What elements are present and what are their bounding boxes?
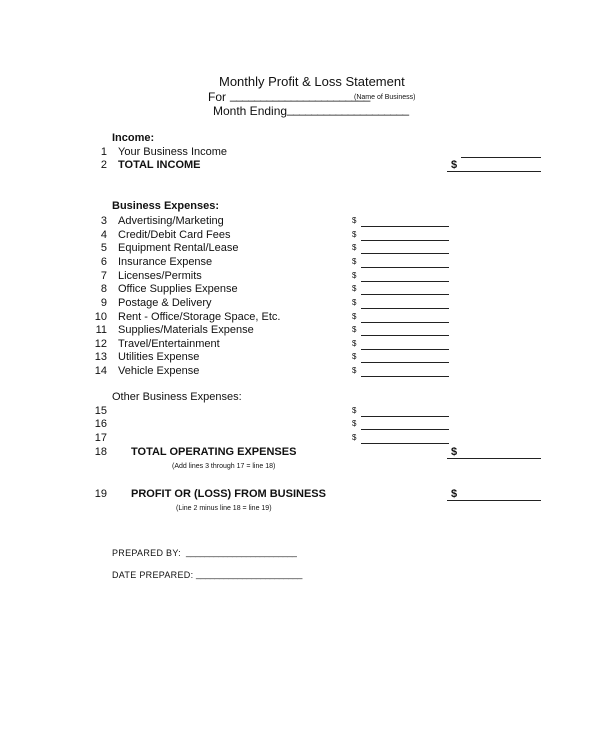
amount-field-advertising[interactable] (361, 226, 449, 227)
amount-field-rent[interactable] (361, 322, 449, 323)
dollar-sign: $ (352, 339, 357, 348)
line-number: 17 (94, 432, 107, 444)
dollar-sign: $ (352, 312, 357, 321)
line-label-office-supplies: Office Supplies Expense (118, 283, 238, 295)
amount-field-supplies[interactable] (361, 335, 449, 336)
dollar-sign: $ (352, 366, 357, 375)
line-number: 15 (94, 405, 107, 417)
amount-field-office-supplies[interactable] (361, 294, 449, 295)
dollar-sign: $ (352, 433, 357, 442)
dollar-sign: $ (352, 298, 357, 307)
date-prepared-label: DATE PREPARED: (112, 570, 194, 580)
dollar-sign: $ (352, 271, 357, 280)
dollar-sign: $ (451, 159, 458, 171)
dollar-sign: $ (352, 284, 357, 293)
line-label-utilities: Utilities Expense (118, 351, 200, 363)
amount-field-postage[interactable] (361, 308, 449, 309)
income-heading: Income: (112, 132, 155, 144)
profit-loss-field[interactable] (447, 500, 541, 501)
amount-field-vehicle[interactable] (361, 376, 449, 377)
prepared-by-field[interactable]: ________________________ (186, 547, 297, 557)
line-number: 19 (94, 488, 107, 500)
amount-field-card-fees[interactable] (361, 240, 449, 241)
line-label-vehicle: Vehicle Expense (118, 365, 200, 377)
line-number: 3 (100, 215, 107, 227)
amount-field-licenses[interactable] (361, 281, 449, 282)
business-expenses-heading: Business Expenses: (112, 200, 219, 212)
line-label-business-income: Your Business Income (118, 146, 228, 158)
dollar-sign: $ (352, 406, 357, 415)
amount-field-utilities[interactable] (361, 362, 449, 363)
amount-field-insurance[interactable] (361, 267, 449, 268)
month-ending-label: Month Ending (213, 104, 288, 118)
income-amount-field[interactable] (461, 157, 541, 158)
prepared-by-label: PREPARED BY: (112, 548, 181, 558)
amount-field-line-16[interactable] (361, 429, 449, 430)
line-number: 2 (100, 159, 107, 171)
line-number: 7 (100, 270, 107, 282)
line-number: 8 (100, 283, 107, 295)
document-title: Monthly Profit & Loss Statement (219, 74, 405, 89)
amount-field-travel[interactable] (361, 349, 449, 350)
line-number: 10 (94, 311, 107, 323)
line-number: 1 (100, 146, 107, 158)
line-label-travel: Travel/Entertainment (118, 338, 220, 350)
line-label-postage: Postage & Delivery (118, 297, 212, 309)
dollar-sign: $ (451, 446, 458, 458)
line-number: 14 (94, 365, 107, 377)
dollar-sign: $ (352, 352, 357, 361)
amount-field-line-17[interactable] (361, 443, 449, 444)
total-operating-expenses-label: TOTAL OPERATING EXPENSES (131, 446, 297, 458)
line-number: 13 (94, 351, 107, 363)
profit-loss-note: (Line 2 minus line 18 = line 19) (176, 505, 272, 512)
dollar-sign: $ (352, 257, 357, 266)
line-label-licenses: Licenses/Permits (118, 270, 202, 282)
line-number: 16 (94, 418, 107, 430)
dollar-sign: $ (352, 325, 357, 334)
total-income-field[interactable] (447, 171, 541, 172)
line-label-card-fees: Credit/Debit Card Fees (118, 229, 231, 241)
total-operating-expenses-field[interactable] (447, 458, 541, 459)
dollar-sign: $ (352, 419, 357, 428)
other-expenses-heading: Other Business Expenses: (112, 391, 242, 403)
dollar-sign: $ (352, 216, 357, 225)
for-label: For (208, 90, 226, 104)
dollar-sign: $ (451, 488, 458, 500)
line-label-advertising: Advertising/Marketing (118, 215, 224, 227)
line-label-rent: Rent - Office/Storage Space, Etc. (118, 311, 281, 323)
amount-field-line-15[interactable] (361, 416, 449, 417)
month-ending-field[interactable]: ____________________ (287, 102, 409, 116)
date-prepared-field[interactable]: _______________________ (196, 569, 302, 579)
line-number: 5 (100, 242, 107, 254)
amount-field-equipment[interactable] (361, 253, 449, 254)
line-number: 11 (95, 324, 107, 336)
business-name-field[interactable]: _______________________ (230, 88, 370, 102)
dollar-sign: $ (352, 243, 357, 252)
operating-expenses-note: (Add lines 3 through 17 = line 18) (172, 463, 276, 470)
line-number: 9 (100, 297, 107, 309)
business-name-hint: (Name of Business) (354, 94, 416, 101)
line-number: 18 (94, 446, 107, 458)
line-number: 6 (100, 256, 107, 268)
dollar-sign: $ (352, 230, 357, 239)
profit-loss-label: PROFIT OR (LOSS) FROM BUSINESS (131, 488, 326, 500)
line-label-insurance: Insurance Expense (118, 256, 213, 268)
line-label-total-income: TOTAL INCOME (118, 159, 201, 171)
line-label-supplies: Supplies/Materials Expense (118, 324, 254, 336)
line-label-equipment: Equipment Rental/Lease (118, 242, 239, 254)
line-number: 12 (94, 338, 107, 350)
line-number: 4 (100, 229, 107, 241)
